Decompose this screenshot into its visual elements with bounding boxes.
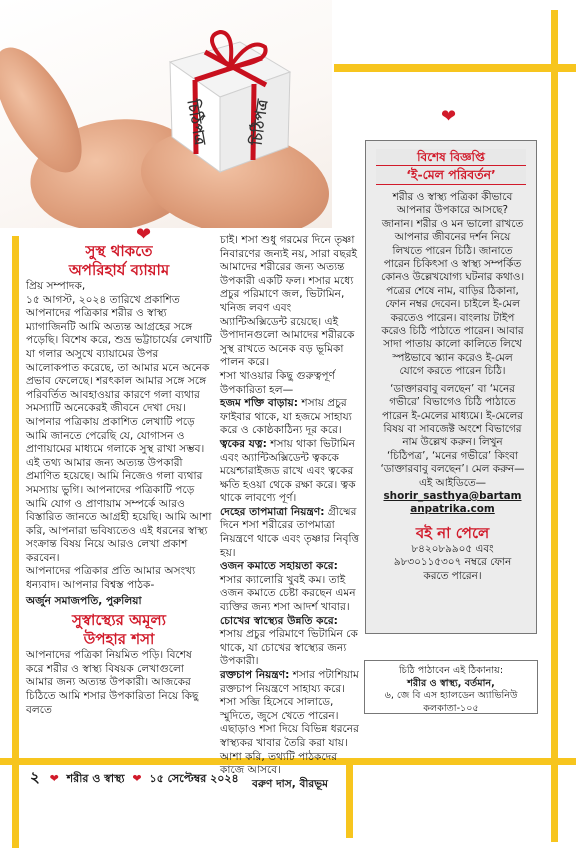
notice-body-text: শরীর ও স্বাস্থ্য পত্রিকা কীভাবে আপনার উপকারে আসছে? জানান। শরীর ও মন ভালো রাখতে আপনার জীবনের দর্শন নিয়ে লিখতে পারেন চিঠি। জানাতে পারেন চিকিৎসা ও স্বাস্থ্য সম্পর্কিত কোনও উল্লেখযোগ্য ঘটনার কথাও। পত্রের শেষে নাম, বাড়ির ঠিকানা, ফোন নম্বর দেবেন। চাইলে ই-মেল করতেও পারেন। বাংলায় টাইপ করেও চিঠি পাঠাতে পারেন। আবার সাদা পাতায় কালো কালিতে লিখে স্পষ্টভাবে স্ক্যান করেও ই-মেল যোগে করতে পারেন চিঠি। bbox=[380, 191, 525, 378]
frame-bar-right-vertical bbox=[551, 10, 558, 842]
article1-signature: অর্জুন সমাজপতি, পুরুলিয়া bbox=[26, 594, 142, 607]
article1-title: সুস্থ থাকতে অপরিহার্য ব্যায়াম bbox=[68, 242, 170, 279]
benefit-item: দেহের তাপমাত্রা নিয়ন্ত্রণ: গ্রীষ্মের দিনে শসা শরীরের তাপমাত্রা নিয়ন্ত্রণে থাকে এবং তৃষ্ণার নিবৃত্তি হয়। bbox=[220, 505, 360, 559]
notice-header bbox=[376, 149, 526, 185]
no-book-heading: বই না পেলে bbox=[415, 523, 490, 542]
footer-date: ১৫ সেপ্টেম্বর ২০২৪ bbox=[149, 772, 239, 785]
notice-body bbox=[380, 191, 525, 583]
salutation: প্রিয় সম্পাদক, bbox=[26, 280, 86, 292]
heart-icon: ❤ bbox=[136, 224, 152, 245]
benefit-item: ত্বকের যত্ন: শসায় থাকা ভিটামিন এবং অ্যান্টিঅক্সিডেন্ট ত্বককে ময়েশ্চারাইজড রাখে এবং ত্বকের ক্ষতি হওয়া থেকে রক্ষা করে। ত্বক থাকে লাবণ্যে পূর্ণ। bbox=[220, 437, 356, 505]
box-label-left: চিঠিপত্র bbox=[183, 98, 210, 147]
benefit-item: রক্তচাপ নিয়ন্ত্রণ: শসার পটাশিয়াম রক্তচাপ নিয়ন্ত্রণে সাহায্য করে। bbox=[220, 669, 359, 695]
article2-title: সুস্বাস্থ্যের অমূল্য উপহার শসা bbox=[71, 611, 166, 649]
address-line: চিঠি পাঠাবেন এই ঠিকানায়: bbox=[398, 665, 504, 676]
article1-paragraph: ১৫ আগস্ট, ২০২৪ তারিখে প্রকাশিত আপনাদের পত্রিকার শরীর ও স্বাস্থ্য ম্যাগাজিনটি আমি অত্যন্ত আগ্রহের সঙ্গে পড়েছি। বিশেষ করে, শুভ্র ভট্টাচার্যের লেখাটি যা গলার অসুখে ব্যায়ামের উপর আলোকপাত করেছে, তা আমার মনে অনেক প্রভাব ফেলেছে। শরৎকাল আমার সঙ্গে সঙ্গে পরিবর্তিত আবহাওয়ার কারণে গলা ব্যথার সমস্যাটি অনেকেরই জীবনে দেখা দেয়। আপনার পত্রিকায় প্রকাশিত লেখাটি পড়ে আমি জানতে পেরেছি যে, যোগাসন ও প্রাণায়ামের মাধ্যমে গলাকে সুস্থ রাখা সম্ভব। এই তথ্য আমার জন্য অত্যন্ত উপকারী প্রমাণিত হয়েছে। আমি নিজেও গলা ব্যথার সমস্যায় ভুগি। আপনাদের পত্রিকাটি পড়ে আমি যোগ ও প্রাণায়াম সম্পর্কে আরও বিস্তারিত জানতে আগ্রহী হয়েছি। আমি আশা করি, আপনারা ভবিষ্যতেও এই ধরনের স্বাস্থ্য সংক্রান্ত বিষয় নিয়ে আরও লেখা প্রকাশ করবেন। bbox=[26, 293, 212, 564]
address-box bbox=[364, 660, 538, 714]
email-link[interactable]: shorir_sasthya@bartamanpatrika.com bbox=[383, 489, 522, 516]
left-column bbox=[26, 242, 212, 717]
benefit-item: চোখের স্বাস্থ্যের উন্নতি করে: শসায় প্রচুর পরিমাণে ভিটামিন কে থাকে, যা চোখের স্বাস্থ্যের জন্য উপকারী। bbox=[220, 614, 358, 668]
notice-subtitle: ‘ই-মেল পরিবর্তন’ bbox=[376, 166, 526, 185]
footer-magazine: শরীর ও স্বাস্থ্য bbox=[66, 772, 125, 785]
heart-icon: ❤ bbox=[441, 106, 457, 127]
benefit-item: ওজন কমাতে সহায়তা করে: শসার ক্যালোরি খুবই কম। তাই ওজন কমাতে চেষ্টা করছেন এমন ব্যক্তির জন্য শসা আদর্শ খাবার। bbox=[220, 560, 356, 614]
hero-image bbox=[0, 0, 332, 228]
article2-signature: বরুণ দাস, বীরভূম bbox=[252, 777, 328, 790]
article2-tail: শসা সব্জি হিসেবে সালাডে, স্মুদিতে, জুসে খেতে পারেন। এছাড়াও শসা দিয়ে বিভিন্ন ধরনের স্বাস্থ্যকর খাবার তৈরি করা যায়। আশা করি, তথ্যটি পাঠকদের কাজে আসবে। bbox=[220, 696, 359, 777]
notice-body-text-2: ‘ডাক্তারবাবু বলছেন’ বা ‘মনের গভীরে’ বিভাগেও চিঠি পাঠাতে পারেন ই-মেলের মাধ্যমে। ই-মেলের বিষয় বা সাবজেক্ট অংশে বিভাগের নাম উল্লেখ করুন। লিখুন ‘চিঠিপত্র’, ‘মনের গভীরে’ কিংবা ‘ডাক্তারবাবু বলছেন’। মেল করুন—এই আইডিতে— bbox=[380, 382, 525, 489]
box-label-right: চিঠিপত্র bbox=[247, 98, 272, 147]
address-line: কলকাতা-১০৫ bbox=[423, 702, 479, 714]
frame-bar-top-right bbox=[334, 64, 576, 72]
notice-title: বিশেষ বিজ্ঞপ্তি bbox=[376, 149, 526, 166]
page-number: ২ bbox=[30, 768, 40, 786]
address-line: শরীর ও স্বাস্থ্য, বর্তমান, bbox=[407, 677, 495, 689]
article1-closing: আপনাদের পত্রিকার প্রতি আমার অসংখ্য ধন্যবাদ। আপনার বিশ্বস্ত পাঠক- bbox=[26, 565, 196, 592]
benefit-item: হজম শক্তি বাড়ায়: শসায় প্রচুর ফাইবার থাকে, যা হজমে সাহায্য করে ও কোষ্ঠকাঠিন্য দূর করে। bbox=[220, 397, 352, 437]
gift-box-icon bbox=[150, 22, 300, 182]
notice-box bbox=[365, 140, 537, 634]
article2-intro: চাই। শসা শুধু গরমের দিনে তৃষ্ণা নিবারণের জন্যই নয়, সারা বছরই আমাদের শরীরের জন্য অত্যন্ত উপকারী একটি ফল। শসার মধ্যে প্রচুর পরিমাণে জল, ভিটামিন, খনিজ লবণ এবং অ্যান্টিঅক্সিডেন্ট রয়েছে। এই উপাদানগুলো আমাদের শরীরকে সুস্থ রাখতে অনেক বড় ভূমিকা পালন করে। bbox=[220, 234, 358, 369]
frame-bar-bottom-right bbox=[346, 758, 576, 765]
phone-numbers: ৮৪২০৮৯৯০৫ এবং ৯৮৩০১১৫৩০৭ নম্বরে ফোন করতে পারেন। bbox=[393, 542, 512, 582]
address-line: ৬, জে বি এস হ্যালডেন অ্যাভিনিউ bbox=[384, 690, 518, 701]
heart-icon: ❤ bbox=[49, 772, 59, 785]
heart-icon: ❤ bbox=[132, 772, 142, 785]
page-footer bbox=[30, 770, 239, 786]
article2-paragraph: আপনাদের পত্রিকা নিয়মিত পড়ি। বিশেষ করে শরীর ও স্বাস্থ্য বিষয়ক লেখাগুলো আমার জন্য অত্যন্ত উপকারী। আজকের চিঠিতে আমি শসার উপকারিতা নিয়ে কিছু বলতে bbox=[26, 649, 199, 716]
article2-lead: শসা খাওয়ার কিছু গুরুত্বপূর্ণ উপকারিতা হল— bbox=[220, 369, 335, 396]
middle-column bbox=[220, 234, 360, 791]
frame-bar-left-vertical bbox=[12, 236, 19, 848]
